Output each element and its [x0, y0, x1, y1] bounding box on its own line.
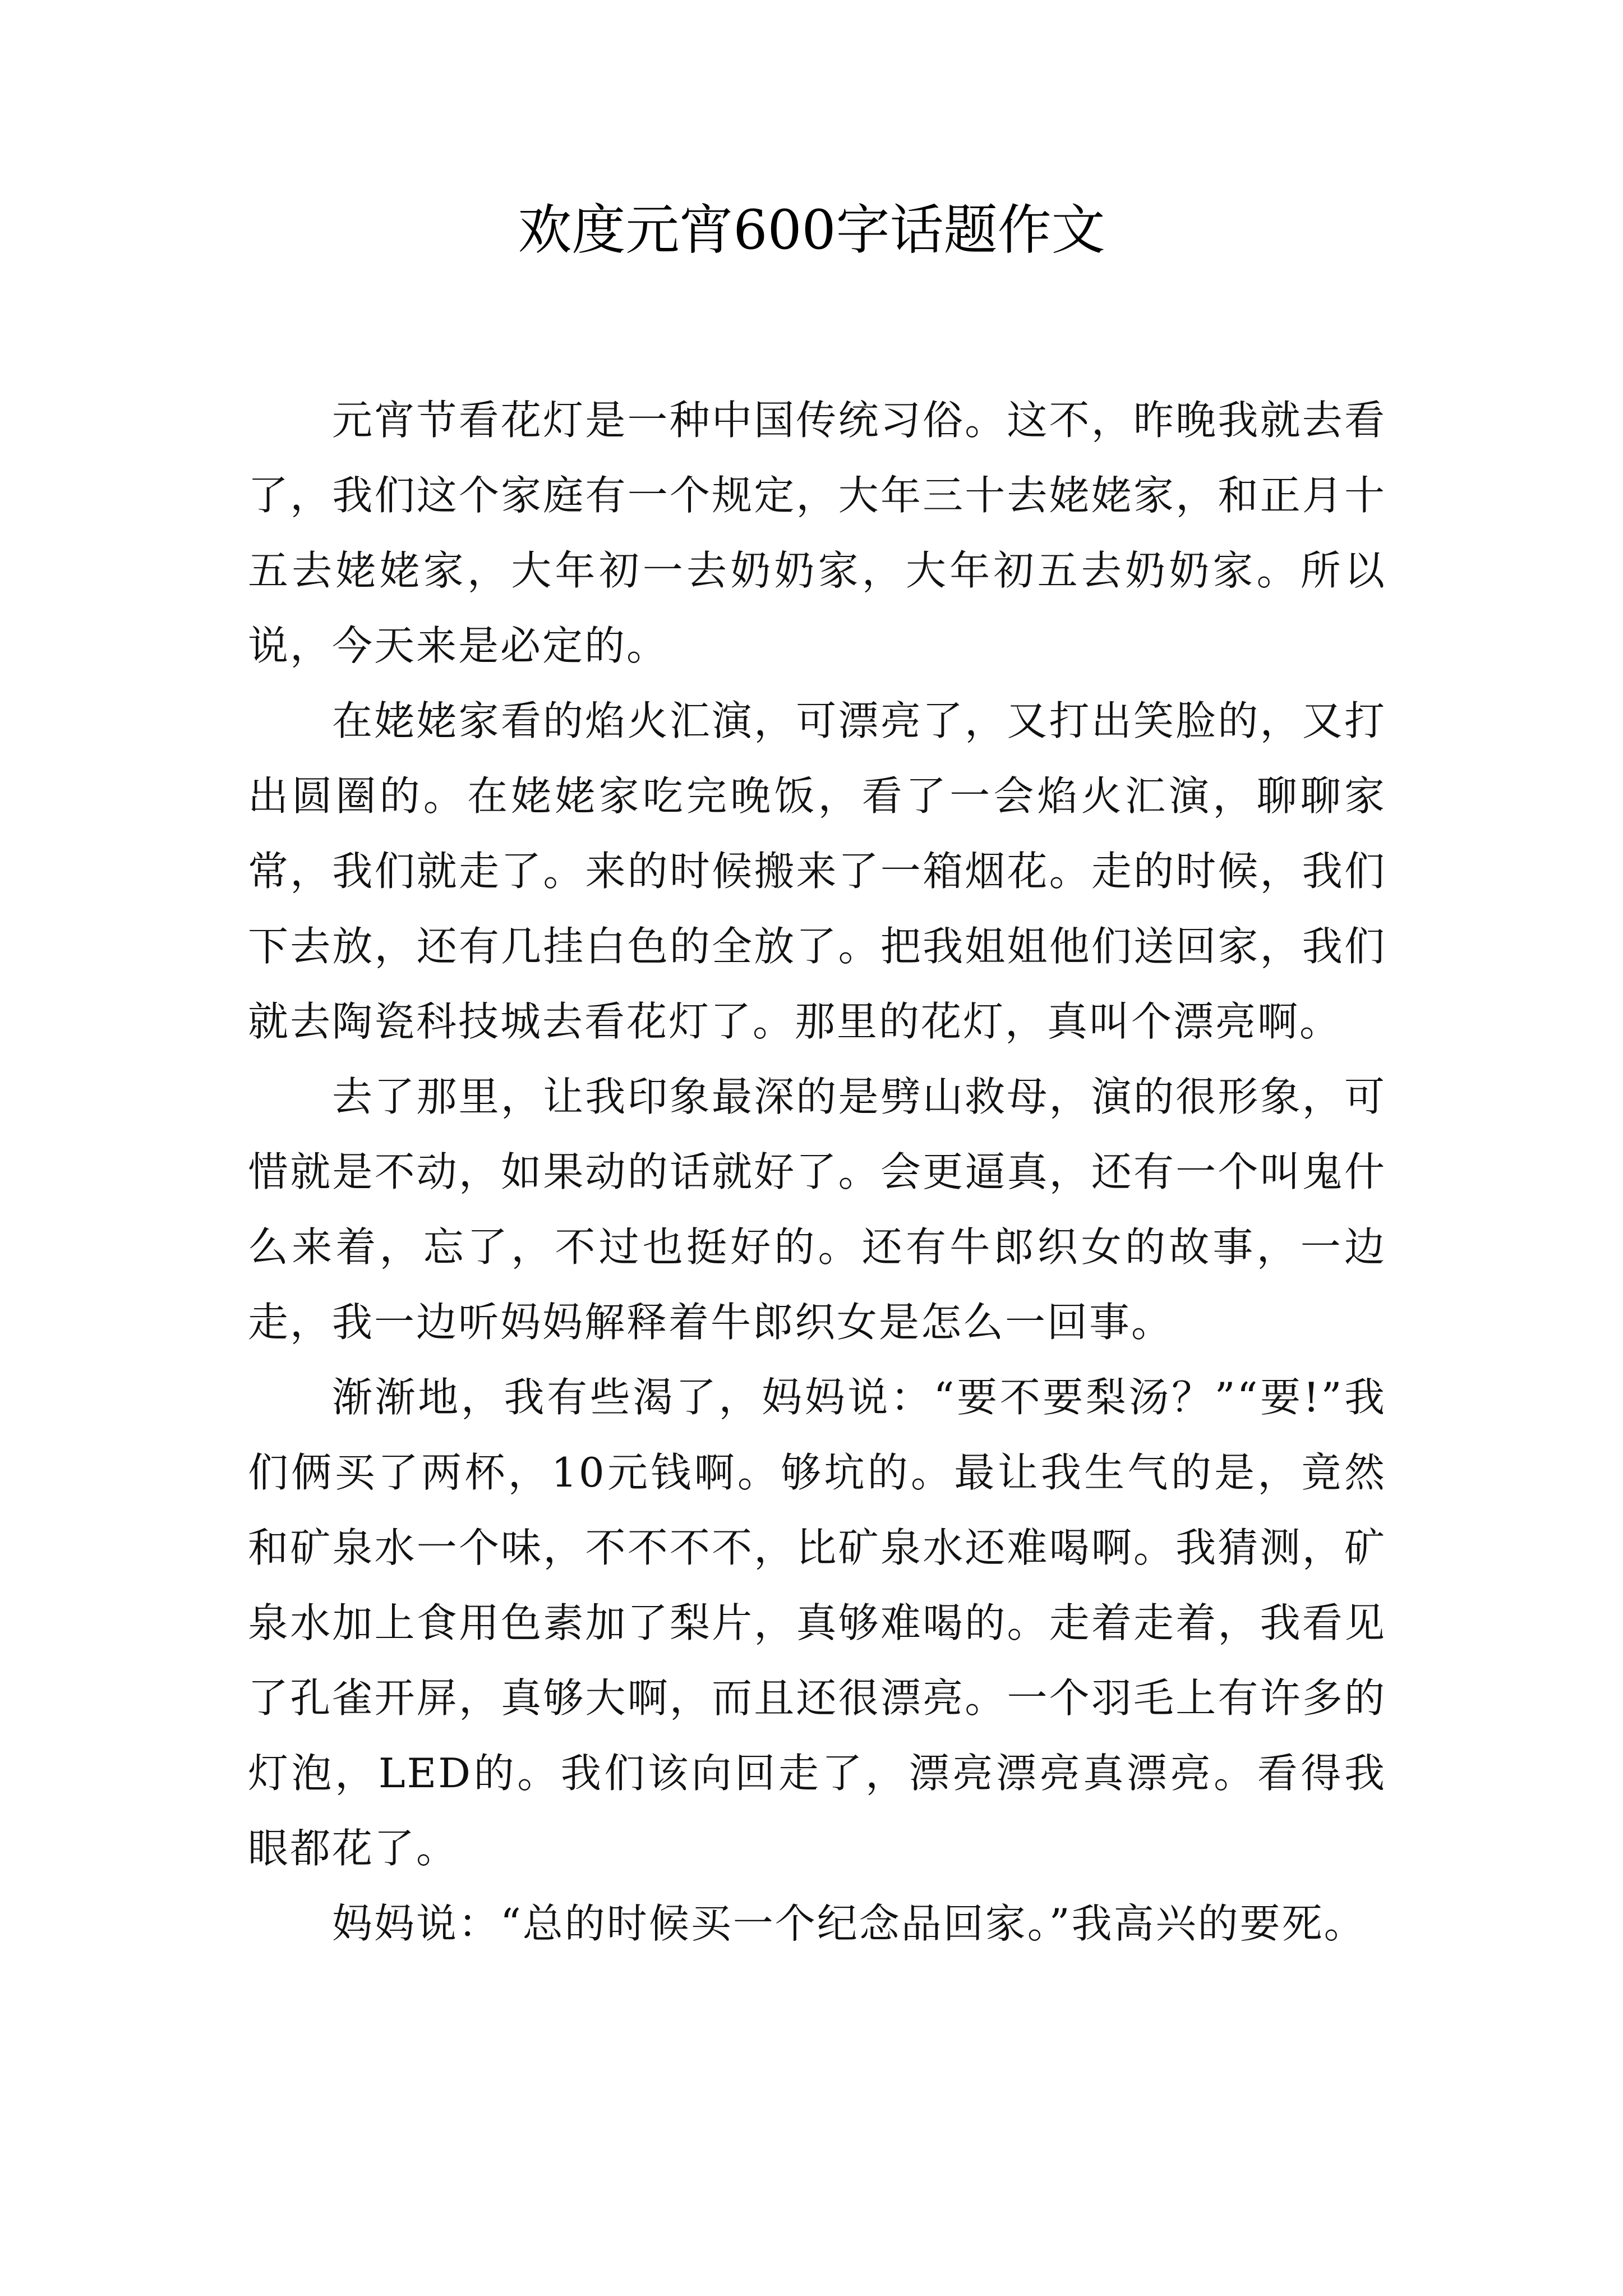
paragraph: 在姥姥家看的焰火汇演，可漂亮了，又打出笑脸的，又打出圆圈的。在姥姥家吃完晚饭，看了一会焰火汇演，聊聊家常，我们就走了。来的时候搬来了一箱烟花。走的时候，我们下去放，还有几挂白色的全放了。把我姐姐他们送回家，我们就去陶瓷科技城去看花灯了。那里的花灯，真叫个漂亮啊。: [248, 697, 1386, 1045]
document-title: 欢度元宵600字话题作文: [518, 199, 1105, 261]
paragraph: 去了那里，让我印象最深的是劈山救母，演的很形象，可惜就是不动，如果动的话就好了。会更逼真，还有一个叫鬼什么来着，忘了，不过也挺好的。还有牛郎织女的故事，一边走，我一边听妈妈解释着牛郎织女是怎么一回事。: [248, 1073, 1386, 1346]
paragraph: 妈妈说：“总的时候买一个纪念品回家。”我高兴的要死。: [332, 1900, 1366, 1947]
paragraph: 元宵节看花灯是一种中国传统习俗。这不，昨晚我就去看了，我们这个家庭有一个规定，大年三十去姥姥家，和正月十五去姥姥家，大年初一去奶奶家，大年初五去奶奶家。所以说，今天来是必定的。: [248, 397, 1386, 669]
document-body: [248, 383, 1386, 1961]
paragraph: 渐渐地，我有些渴了，妈妈说：“要不要梨汤？”“要!”我们俩买了两杯，10元钱啊。够坑的。最让我生气的是，竟然和矿泉水一个味，不不不不，比矿泉水还难喝啊。我猜测，矿泉水加上食用色素加了梨片，真够难喝的。走着走着，我看见了孔雀开屏，真够大啊，而且还很漂亮。一个羽毛上有许多的灯泡，LED的。我们该向回走了，漂亮漂亮真漂亮。看得我眼都花了。: [248, 1374, 1386, 1872]
